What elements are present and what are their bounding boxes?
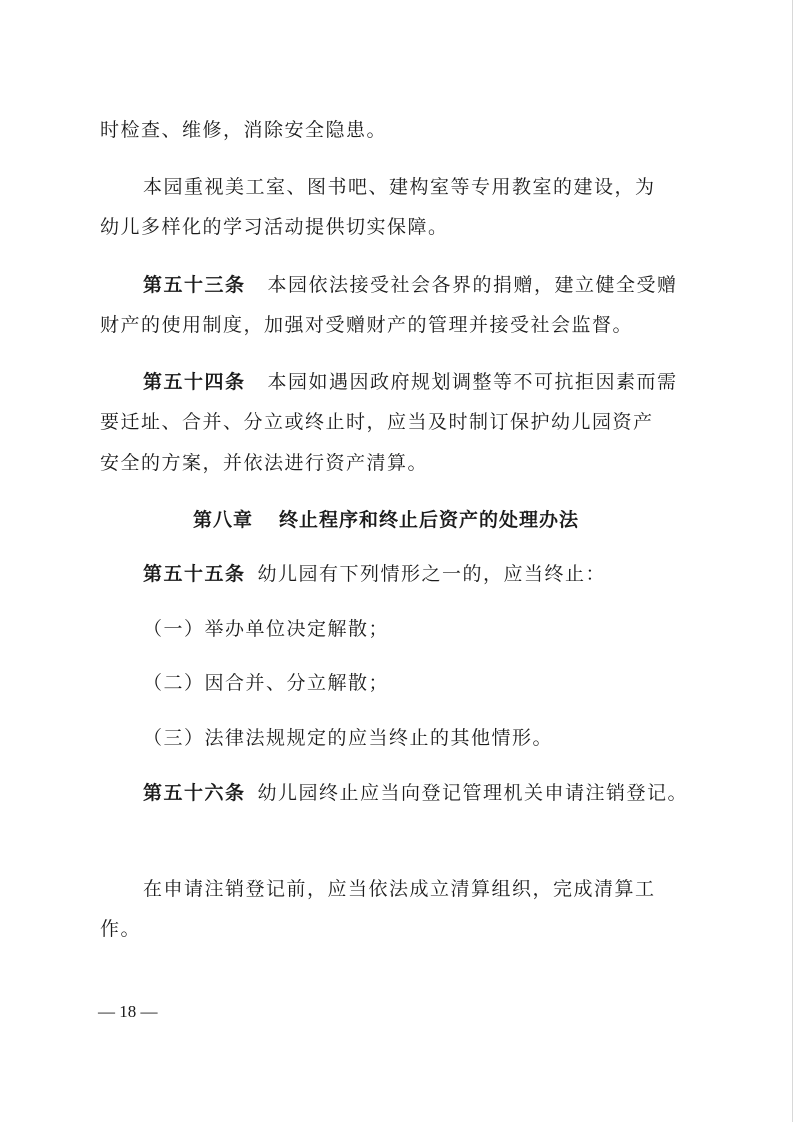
paragraph-line: 财产的使用制度，加强对受赠财产的管理并接受社会监督。 [100, 314, 634, 336]
paragraph-line: 时检查、维修，消除安全隐患。 [100, 119, 388, 141]
article-label: 第五十四条 [143, 371, 246, 393]
article-54 [143, 369, 678, 395]
chapter-heading [193, 507, 579, 533]
list-item: （一）举办单位决定解散； [143, 618, 390, 640]
paragraph-line: 要迁址、合并、分立或终止时，应当及时制订保护幼儿园资产 [100, 411, 654, 433]
chapter-title: 终止程序和终止后资产的处理办法 [279, 509, 580, 531]
article-56 [143, 780, 688, 806]
article-label: 第五十五条 [143, 563, 246, 585]
paragraph-line: 作。 [100, 918, 142, 940]
article-text: 幼儿园有下列情形之一的，应当终止： [257, 563, 607, 585]
article-label: 第五十三条 [143, 274, 246, 296]
paragraph-line: 安全的方案，并依法进行资产清算。 [100, 452, 429, 474]
page-number: — 18 — [98, 1002, 158, 1021]
paragraph-line: 幼儿多样化的学习活动提供切实保障。 [100, 216, 449, 238]
chapter-number: 第八章 [193, 509, 254, 531]
list-item: （三）法律法规规定的应当终止的其他情形。 [143, 727, 554, 749]
paragraph-line: 本园重视美工室、图书吧、建构室等专用教室的建设，为 [143, 176, 656, 198]
article-text: 幼儿园终止应当向登记管理机关申请注销登记。 [257, 782, 689, 804]
article-text: 本园依法接受社会各界的捐赠，建立健全受赠 [267, 274, 678, 296]
article-text: 本园如遇因政府规划调整等不可抗拒因素而需 [267, 371, 678, 393]
article-55 [143, 561, 606, 587]
list-item: （二）因合并、分立解散； [143, 672, 390, 694]
article-53 [143, 272, 678, 298]
paragraph-line: 在申请注销登记前，应当依法成立清算组织，完成清算工 [143, 878, 656, 900]
article-label: 第五十六条 [143, 782, 246, 804]
